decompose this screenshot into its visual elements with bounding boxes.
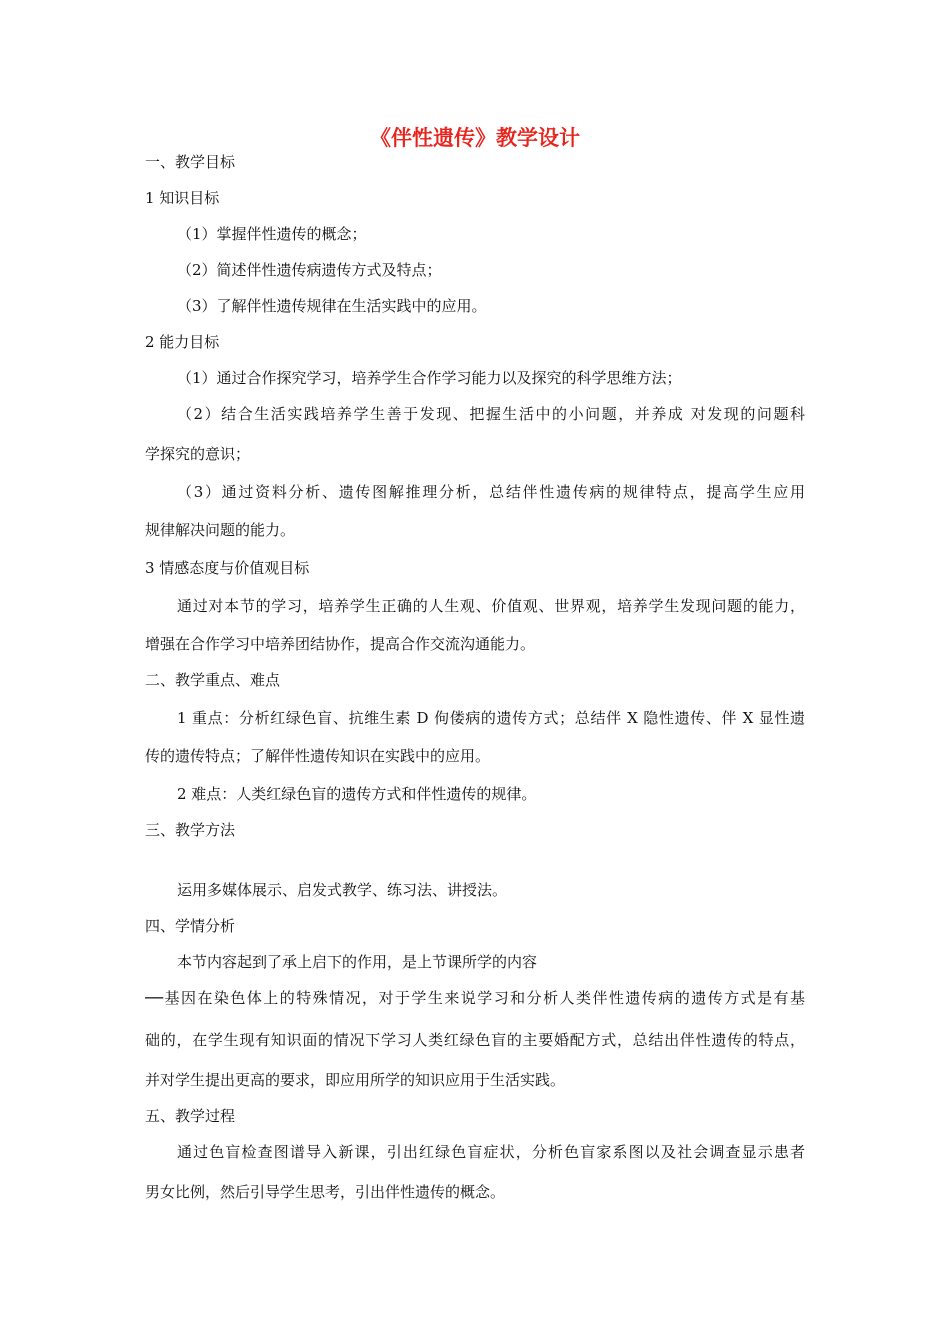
- ability-goal-2-line-1: （2）结合生活实践培养学生善于发现、把握生活中的小问题，并养成 对发现的问题科: [177, 405, 805, 423]
- learner-analysis-line-1: 本节内容起到了承上启下的作用，是上节课所学的内容: [177, 953, 538, 971]
- learner-analysis-line-4: 并对学生提出更高的要求，即应用所学的知识应用于生活实践。: [145, 1071, 566, 1089]
- knowledge-goal-1: （1）掌握伴性遗传的概念；: [177, 225, 367, 243]
- ability-goal-2-line-2: 学探究的意识；: [145, 445, 251, 463]
- learner-analysis-line-2: ──基因在染色体上的特殊情况，对于学生来说学习和分析人类伴性遗传病的遗传方式是有基: [145, 989, 805, 1007]
- key-point-line-2: 传的遗传特点；了解伴性遗传知识在实践中的应用。: [145, 747, 491, 765]
- methods-body: 运用多媒体展示、启发式教学、练习法、讲授法。: [177, 881, 508, 899]
- process-line-2: 男女比例，然后引导学生思考，引出伴性遗传的概念。: [145, 1183, 506, 1201]
- subheading-knowledge-goals: 1 知识目标: [145, 189, 220, 207]
- section-heading-objectives: 一、教学目标: [145, 153, 236, 171]
- ability-goal-3-line-2: 规律解决问题的能力。: [145, 521, 296, 539]
- emotion-goal-line-2: 增强在合作学习中培养团结协作，提高合作交流沟通能力。: [145, 635, 536, 653]
- learner-analysis-line-3: 础的，在学生现有知识面的情况下学习人类红绿色盲的主要婚配方式，总结出伴性遗传的特点，: [145, 1031, 805, 1049]
- key-point-line-1: 1 重点：分析红绿色盲、抗维生素 D 佝偻病的遗传方式；总结伴 X 隐性遗传、伴 X 显性遗: [177, 709, 805, 727]
- section-heading-learner-analysis: 四、学情分析: [145, 917, 236, 935]
- ability-goal-3-line-1: （3）通过资料分析、遗传图解推理分析，总结伴性遗传病的规律特点，提高学生应用: [177, 483, 805, 501]
- section-heading-methods: 三、教学方法: [145, 821, 236, 839]
- ability-goal-1: （1）通过合作探究学习，培养学生合作学习能力以及探究的科学思维方法；: [177, 369, 682, 387]
- emotion-goal-line-1: 通过对本节的学习，培养学生正确的人生观、价值观、世界观，培养学生发现问题的能力，: [177, 597, 805, 615]
- knowledge-goal-3: （3）了解伴性遗传规律在生活实践中的应用。: [177, 297, 487, 315]
- difficult-point: 2 难点：人类红绿色盲的遗传方式和伴性遗传的规律。: [177, 785, 537, 803]
- document-title: 《伴性遗传》教学设计: [370, 125, 580, 150]
- process-line-1: 通过色盲检查图谱导入新课，引出红绿色盲症状，分析色盲家系图以及社会调查显示患者: [177, 1143, 805, 1161]
- subheading-emotion-goals: 3 情感态度与价值观目标: [145, 559, 310, 577]
- section-heading-process: 五、教学过程: [145, 1107, 236, 1125]
- subheading-ability-goals: 2 能力目标: [145, 333, 220, 351]
- section-heading-key-points: 二、教学重点、难点: [145, 671, 281, 689]
- knowledge-goal-2: （2）简述伴性遗传病遗传方式及特点；: [177, 261, 442, 279]
